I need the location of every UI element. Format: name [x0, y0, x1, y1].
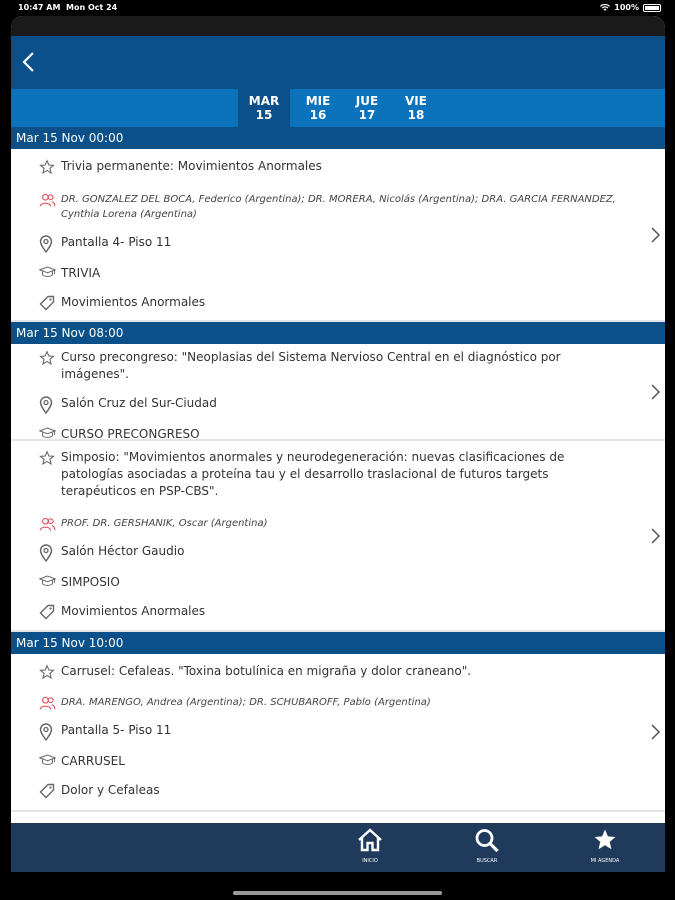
graduation-cap-icon — [39, 266, 56, 278]
chevron-right-icon — [649, 528, 661, 544]
event-tag-row — [11, 591, 625, 620]
location-pin-icon — [39, 396, 53, 414]
event-title-row — [11, 654, 625, 680]
graduation-cap-icon — [39, 427, 56, 439]
day-tab-vie[interactable] — [390, 89, 442, 127]
event-type: CURSO PRECONGRESO — [61, 427, 200, 441]
event-card[interactable] — [11, 441, 665, 632]
status-bar — [0, 0, 675, 16]
home-icon — [356, 828, 384, 852]
day-tab-mie[interactable] — [292, 89, 344, 127]
chevron-left-icon — [19, 50, 39, 74]
chevron-right-icon — [649, 724, 661, 740]
day-abbr: JUE — [355, 94, 379, 108]
chevron-right-icon — [649, 227, 661, 243]
star-icon[interactable] — [39, 450, 55, 466]
speakers-icon — [39, 517, 56, 531]
event-tag: Movimientos Anormales — [61, 604, 206, 618]
event-location-row — [11, 531, 625, 562]
day-number: 16 — [309, 108, 327, 122]
back-button[interactable] — [19, 50, 39, 74]
star-icon[interactable] — [39, 664, 55, 680]
status-time: 10:47 AM — [18, 3, 61, 12]
event-card[interactable] — [11, 654, 665, 812]
time-slot-header: Mar 15 Nov 08:00 — [11, 322, 665, 344]
status-date: Mon Oct 24 — [66, 3, 118, 12]
day-number: 18 — [407, 108, 425, 122]
graduation-cap-icon — [39, 575, 56, 587]
location-pin-icon — [39, 235, 53, 253]
event-title-row — [11, 441, 625, 500]
event-type: CARRUSEL — [61, 754, 125, 768]
day-tab-mar[interactable] — [238, 89, 290, 127]
star-icon[interactable] — [39, 159, 55, 175]
event-type-row — [11, 253, 625, 282]
bottom-nav — [11, 823, 665, 872]
tag-icon — [39, 783, 55, 799]
nav-home-label: INICIO — [362, 858, 378, 864]
event-speakers-row — [11, 175, 625, 222]
star-filled-icon — [592, 828, 618, 852]
event-tag-row — [11, 770, 625, 799]
app-screen — [11, 16, 665, 872]
event-speakers: DRA. MARENGO, Andrea (Argentina); DR. SCHUBAROFF, Pablo (Argentina) — [61, 697, 431, 708]
search-icon — [474, 828, 500, 852]
event-location: Pantalla 4- Piso 11 — [61, 235, 172, 249]
event-speakers-row — [11, 680, 625, 710]
nav-home[interactable] — [340, 828, 400, 864]
day-abbr: MAR — [248, 94, 280, 108]
event-title: Trivia permanente: Movimientos Anormales — [61, 159, 322, 173]
time-slot-header: Mar 15 Nov 10:00 — [11, 632, 665, 654]
event-card[interactable] — [11, 149, 665, 322]
event-speakers: PROF. DR. GERSHANIK, Oscar (Argentina) — [61, 518, 268, 529]
event-title: Carrusel: Cefaleas. "Toxina botulínica en migraña y dolor craneano". — [61, 664, 472, 678]
star-icon[interactable] — [39, 350, 55, 366]
day-abbr: VIE — [405, 94, 427, 108]
event-tag-row — [11, 282, 625, 311]
event-title-row — [11, 344, 625, 383]
event-type-row — [11, 414, 625, 443]
event-tag: Dolor y Cefaleas — [61, 783, 160, 797]
event-speakers: DR. GONZALEZ DEL BOCA, Federico (Argentina); DR. MORERA, Nicolás (Argentina); DRA. GARCIA FERNANDEZ, Cynthia Lorena (Argentina) — [61, 194, 616, 220]
battery-percent: 100% — [614, 3, 639, 12]
nav-search-label: BUSCAR — [476, 858, 498, 864]
event-speakers-row — [11, 500, 625, 531]
location-pin-icon — [39, 723, 53, 741]
speakers-icon — [39, 696, 56, 710]
nav-agenda[interactable] — [575, 828, 635, 864]
day-number: 17 — [358, 108, 376, 122]
event-tag: Movimientos Anormales — [61, 295, 206, 309]
event-location: Salón Cruz del Sur-Ciudad — [61, 396, 217, 410]
event-title-row — [11, 149, 625, 175]
day-abbr: MIE — [305, 94, 331, 108]
status-right — [600, 3, 661, 12]
event-title: Simposio: "Movimientos anormales y neurodegeneración: nuevas clasificaciones de patologías asociadas a proteína tau y el desarrollo traslacional de futuros targets terapéuticos en PSP-CBS". — [61, 450, 565, 498]
speakers-icon — [39, 193, 56, 207]
event-title: Curso precongreso: "Neoplasias del Sistema Nervioso Central en el diagnóstico por imágenes". — [61, 350, 561, 381]
wifi-icon — [600, 4, 610, 12]
event-type: SIMPOSIO — [61, 575, 120, 589]
nav-agenda-label: MI AGENDA — [590, 858, 620, 864]
event-type-row — [11, 562, 625, 591]
event-location-row — [11, 383, 625, 414]
event-location-row — [11, 222, 625, 253]
tag-icon — [39, 295, 55, 311]
home-indicator — [233, 891, 442, 895]
location-pin-icon — [39, 544, 53, 562]
top-strip — [11, 16, 665, 36]
day-selector — [11, 89, 665, 127]
event-list[interactable] — [11, 127, 665, 823]
event-card[interactable] — [11, 344, 665, 441]
event-location-row — [11, 710, 625, 741]
day-number: 15 — [255, 108, 273, 122]
event-type-row — [11, 741, 625, 770]
day-tab-jue[interactable] — [341, 89, 393, 127]
event-type: TRIVIA — [61, 266, 101, 280]
event-location: Pantalla 5- Piso 11 — [61, 723, 172, 737]
chevron-right-icon — [649, 384, 661, 400]
event-location: Salón Héctor Gaudio — [61, 544, 185, 558]
graduation-cap-icon — [39, 754, 56, 766]
battery-icon — [643, 4, 661, 12]
time-slot-header: Mar 15 Nov 00:00 — [11, 127, 665, 149]
nav-search[interactable] — [457, 828, 517, 864]
app-header — [11, 36, 665, 89]
tag-icon — [39, 604, 55, 620]
